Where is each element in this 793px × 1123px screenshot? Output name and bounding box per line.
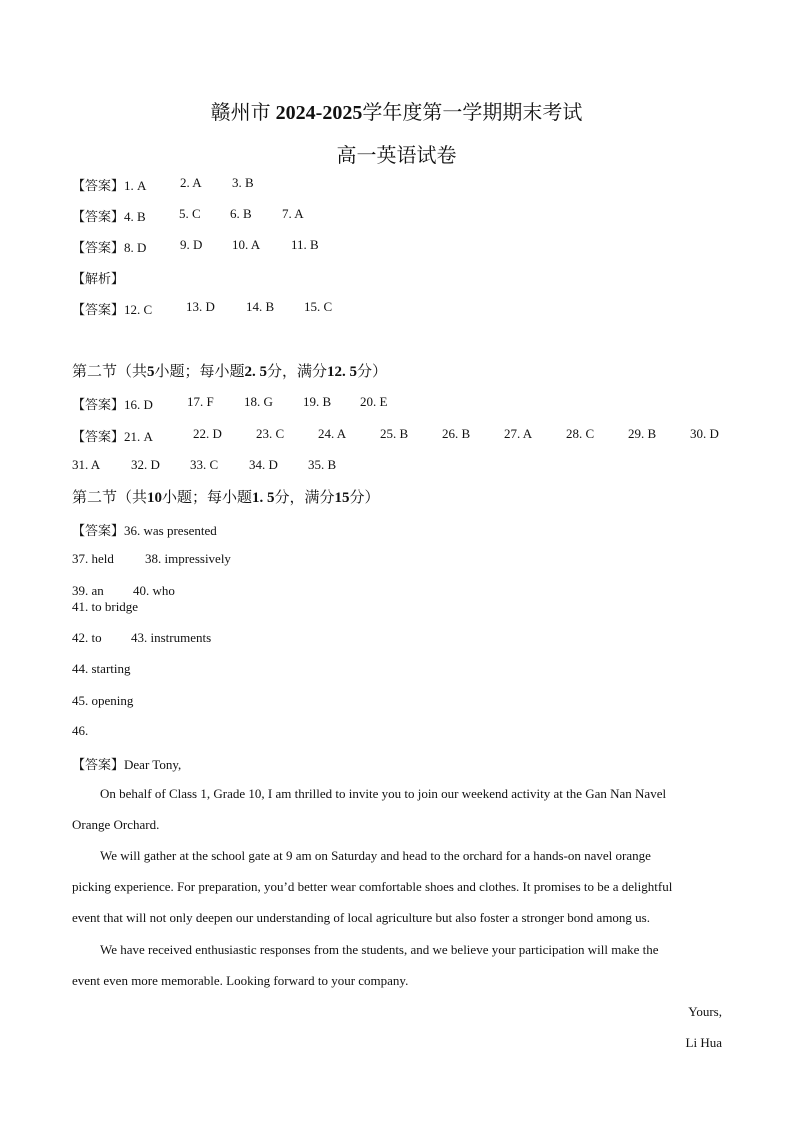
section-b-points: 1. 5 [252, 490, 275, 506]
section-b-pre: 第二节（共 [72, 490, 148, 506]
section-b-count: 10 [147, 490, 163, 506]
answer-item: 30. D [690, 426, 719, 441]
answer-item: 8. D [124, 240, 147, 255]
answer-item: 16. D [124, 397, 153, 412]
section-a-points: 2. 5 [244, 364, 268, 380]
title-prefix: 赣州市 [210, 102, 271, 124]
answer-item: 21. A [124, 429, 153, 444]
answer-item: 17. F [187, 394, 214, 409]
answer-tag: 【答案】 [72, 178, 125, 193]
section-a-pre: 第二节（共 [72, 364, 148, 380]
answer-item: 35. B [308, 457, 337, 472]
fill-answer: 41. to bridge [72, 599, 139, 614]
section-b-mid: 小题；每小题 [162, 490, 253, 506]
answer-item: 29. B [628, 426, 657, 441]
section-b-total: 15 [334, 490, 350, 506]
section-b-post: 分） [349, 490, 380, 506]
letter-signature: Li Hua [685, 1035, 722, 1050]
answer-item: 2. A [180, 175, 202, 190]
section-heading-a [72, 360, 387, 381]
answer-item: 4. B [124, 209, 146, 224]
answer-tag: 【答案】 [72, 757, 125, 772]
analysis-tag: 【解析】 [72, 271, 125, 286]
answer-tag: 【答案】 [72, 397, 125, 412]
fill-answer: 37. held [72, 551, 114, 566]
answer-item: 28. C [566, 426, 595, 441]
letter-paragraph-line: event even more memorable. Looking forward to your company. [72, 973, 409, 988]
section-a-post: 分） [357, 364, 388, 380]
letter-paragraph-line: We have received enthusiastic responses from the students, and we believe your participation will make the [100, 942, 659, 957]
section-a-count: 5 [147, 364, 155, 380]
letter-paragraph-line: Orange Orchard. [72, 817, 160, 832]
fill-row-36 [72, 520, 217, 539]
answer-item: 19. B [303, 394, 332, 409]
letter-closing: Yours, [688, 1004, 722, 1019]
section-a-mid: 小题；每小题 [154, 364, 245, 380]
answer-item: 14. B [246, 299, 275, 314]
answer-item: 24. A [318, 426, 347, 441]
answer-item: 10. A [232, 237, 261, 252]
page-subtitle: 高一英语试卷 [336, 145, 457, 167]
letter-paragraph-line: picking experience. For preparation, you’d better wear comfortable shoes and clothes. It promises to be a delightful [72, 879, 673, 894]
answer-item: 15. C [304, 299, 333, 314]
answer-item: 27. A [504, 426, 533, 441]
fill-answer: 39. an [72, 583, 104, 598]
answer-row-1 [72, 175, 146, 194]
answer-item: 20. E [360, 394, 388, 409]
answer-row-3 [72, 237, 146, 256]
answer-item: 6. B [230, 206, 252, 221]
answer-item: 31. A [72, 457, 101, 472]
section-b-mid2: 分，满分 [274, 490, 335, 506]
letter-greeting: Dear Tony, [124, 757, 182, 772]
section-a-total: 12. 5 [327, 364, 358, 380]
answer-item: 34. D [249, 457, 278, 472]
answer-item: 13. D [186, 299, 215, 314]
answer-item: 7. A [282, 206, 304, 221]
fill-answer: 44. starting [72, 661, 131, 676]
answer-item: 9. D [180, 237, 203, 252]
section-a-mid2: 分，满分 [267, 364, 328, 380]
fill-answer: 46. [72, 723, 89, 738]
answer-item: 1. A [124, 178, 147, 193]
answer-item: 33. C [190, 457, 219, 472]
fill-answer: 45. opening [72, 693, 134, 708]
letter-greeting-row [72, 754, 181, 773]
answer-item: 22. D [193, 426, 222, 441]
answer-tag: 【答案】 [72, 429, 125, 444]
title-years: 2024-2025 [275, 102, 363, 124]
answer-item: 32. D [131, 457, 160, 472]
answer-item: 23. C [256, 426, 285, 441]
answer-item: 11. B [291, 237, 319, 252]
answer-tag: 【答案】 [72, 302, 125, 317]
letter-paragraph-line: We will gather at the school gate at 9 am on Saturday and head to the orchard for a hands-on navel orange [100, 848, 651, 863]
title-suffix: 学年度第一学期期末考试 [362, 102, 583, 124]
answer-row-6 [72, 426, 153, 445]
fill-answer: 38. impressively [145, 551, 231, 566]
answer-row-5 [72, 394, 153, 413]
fill-answer: 43. instruments [131, 630, 212, 645]
answer-row-2 [72, 206, 146, 225]
answer-item: 25. B [380, 426, 409, 441]
page-title [0, 96, 793, 125]
fill-answer: 36. was presented [124, 523, 217, 538]
answer-tag: 【答案】 [72, 209, 125, 224]
fill-answer: 42. to [72, 630, 102, 645]
letter-paragraph-line: event that will not only deepen our understanding of local agriculture but also foster a stronger bond among us. [72, 910, 650, 925]
answer-item: 26. B [442, 426, 471, 441]
answer-tag: 【答案】 [72, 240, 125, 255]
answer-item: 18. G [244, 394, 273, 409]
answer-tag: 【答案】 [72, 523, 125, 538]
fill-answer: 40. who [133, 583, 175, 598]
letter-paragraph-line: On behalf of Class 1, Grade 10, I am thrilled to invite you to join our weekend activity at the Gan Nan Navel [100, 786, 667, 801]
answer-row-4 [72, 299, 152, 318]
answer-item: 12. C [124, 302, 153, 317]
answer-item: 5. C [179, 206, 201, 221]
section-heading-b [72, 486, 380, 507]
answer-item: 3. B [232, 175, 254, 190]
